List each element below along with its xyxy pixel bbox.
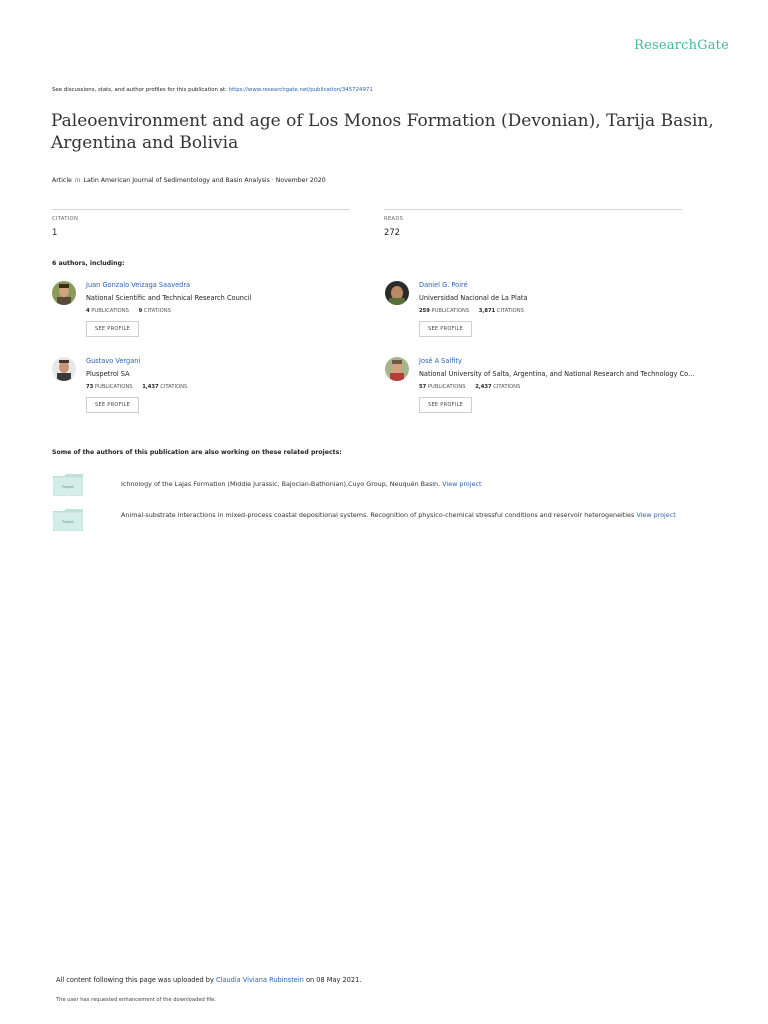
author-name-link[interactable]: José A Salfity bbox=[419, 357, 462, 365]
reads-stat bbox=[384, 209, 682, 237]
reads-label: READS bbox=[384, 216, 404, 222]
publications-label: PUBLICATIONS bbox=[431, 308, 470, 314]
see-profile-button[interactable]: SEE PROFILE bbox=[419, 397, 472, 413]
project-folder-icon[interactable] bbox=[53, 474, 83, 496]
citations-label: CITATIONS bbox=[493, 384, 521, 390]
citations-count: 9 bbox=[138, 308, 143, 314]
author-stats bbox=[86, 384, 396, 390]
view-project-link[interactable]: View project bbox=[442, 480, 482, 488]
publication-date: · November 2020 bbox=[271, 177, 326, 184]
reads-value: 272 bbox=[384, 227, 400, 237]
author-avatar-photo[interactable] bbox=[52, 357, 76, 381]
author-stats bbox=[419, 384, 729, 390]
author-avatar-photo[interactable] bbox=[385, 357, 409, 381]
article-type: Article bbox=[52, 177, 72, 184]
article-meta bbox=[52, 177, 326, 184]
project-description bbox=[121, 509, 721, 521]
researchgate-logo[interactable]: ResearchGate bbox=[634, 38, 729, 53]
publication-title: Paleoenvironment and age of Los Monos Formation (Devonian), Tarija Basin, Argentina and Bolivia bbox=[51, 111, 714, 153]
citation-label: CITATION bbox=[52, 216, 79, 222]
see-profile-button[interactable]: SEE PROFILE bbox=[419, 321, 472, 337]
publications-count: 4 bbox=[86, 308, 90, 314]
enhancement-note: The user has requested enhancement of the downloaded file. bbox=[56, 997, 217, 1003]
citations-label: CITATIONS bbox=[160, 384, 188, 390]
project-text: Animal-substrate interactions in mixed-process coastal depositional systems. Recognition of physico-chemical stressful conditions and reservoir heterogeneities bbox=[121, 511, 635, 519]
publications-count: 57 bbox=[419, 384, 427, 390]
see-profile-button[interactable]: SEE PROFILE bbox=[86, 397, 139, 413]
publications-label: PUBLICATIONS bbox=[91, 308, 129, 314]
publications-count: 73 bbox=[86, 384, 94, 390]
author-stats bbox=[86, 308, 396, 314]
publication-url-link[interactable]: https://www.researchgate.net/publication/345724971 bbox=[228, 87, 373, 93]
project-icon-label: Project bbox=[62, 520, 74, 524]
citations-count: 1,437 bbox=[142, 384, 159, 390]
citations-label: CITATIONS bbox=[143, 308, 171, 314]
citation-stat bbox=[52, 209, 350, 237]
author-avatar-photo[interactable] bbox=[385, 281, 409, 305]
project-description bbox=[121, 478, 721, 490]
author-institution: National University of Salta, Argentina, and National Research and Technology Co... bbox=[419, 370, 695, 378]
publications-label: PUBLICATIONS bbox=[427, 384, 466, 390]
discussions-line bbox=[52, 87, 373, 93]
citation-value: 1 bbox=[52, 227, 58, 237]
uploader-link[interactable]: Claudia Viviana Rubinstein bbox=[216, 976, 304, 984]
uploaded-prefix: All content following this page was uploaded by bbox=[56, 976, 214, 984]
journal-name: Latin American Journal of Sedimentology and Basin Analysis bbox=[83, 177, 270, 184]
uploaded-by-line bbox=[56, 976, 361, 984]
publications-count: 259 bbox=[419, 308, 430, 314]
author-institution: Pluspetrol SA bbox=[86, 370, 130, 378]
uploaded-suffix: on 08 May 2021. bbox=[305, 976, 362, 984]
author-avatar-photo[interactable] bbox=[52, 281, 76, 305]
project-text: Ichnology of the Lajas Formation (Middle Jurassic, Bajocian-Bathonian),Cuyo Group, Neuquén Basin. bbox=[121, 480, 441, 488]
authors-heading: 6 authors, including: bbox=[52, 260, 125, 267]
article-in: in bbox=[74, 177, 81, 184]
author-name-link[interactable]: Juan Gonzalo Veizaga Saavedra bbox=[86, 281, 191, 289]
author-institution: National Scientific and Technical Research Council bbox=[86, 294, 252, 302]
author-institution: Universidad Nacional de La Plata bbox=[419, 294, 528, 302]
projects-heading: Some of the authors of this publication are also working on these related projects: bbox=[52, 449, 342, 456]
discussions-text: See discussions, stats, and author profiles for this publication at: bbox=[52, 87, 227, 93]
citations-count: 3,871 bbox=[478, 308, 496, 314]
author-name-link[interactable]: Gustavo Vergani bbox=[86, 357, 141, 365]
citations-label: CITATIONS bbox=[496, 308, 524, 314]
publications-label: PUBLICATIONS bbox=[94, 384, 133, 390]
project-folder-icon[interactable] bbox=[53, 509, 83, 531]
see-profile-button[interactable]: SEE PROFILE bbox=[86, 321, 139, 337]
view-project-link[interactable]: View project bbox=[636, 511, 676, 519]
author-name-link[interactable]: Daniel G. Poiré bbox=[419, 281, 468, 289]
author-stats bbox=[419, 308, 729, 314]
citations-count: 2,437 bbox=[475, 384, 492, 390]
project-icon-label: Project bbox=[62, 485, 74, 489]
